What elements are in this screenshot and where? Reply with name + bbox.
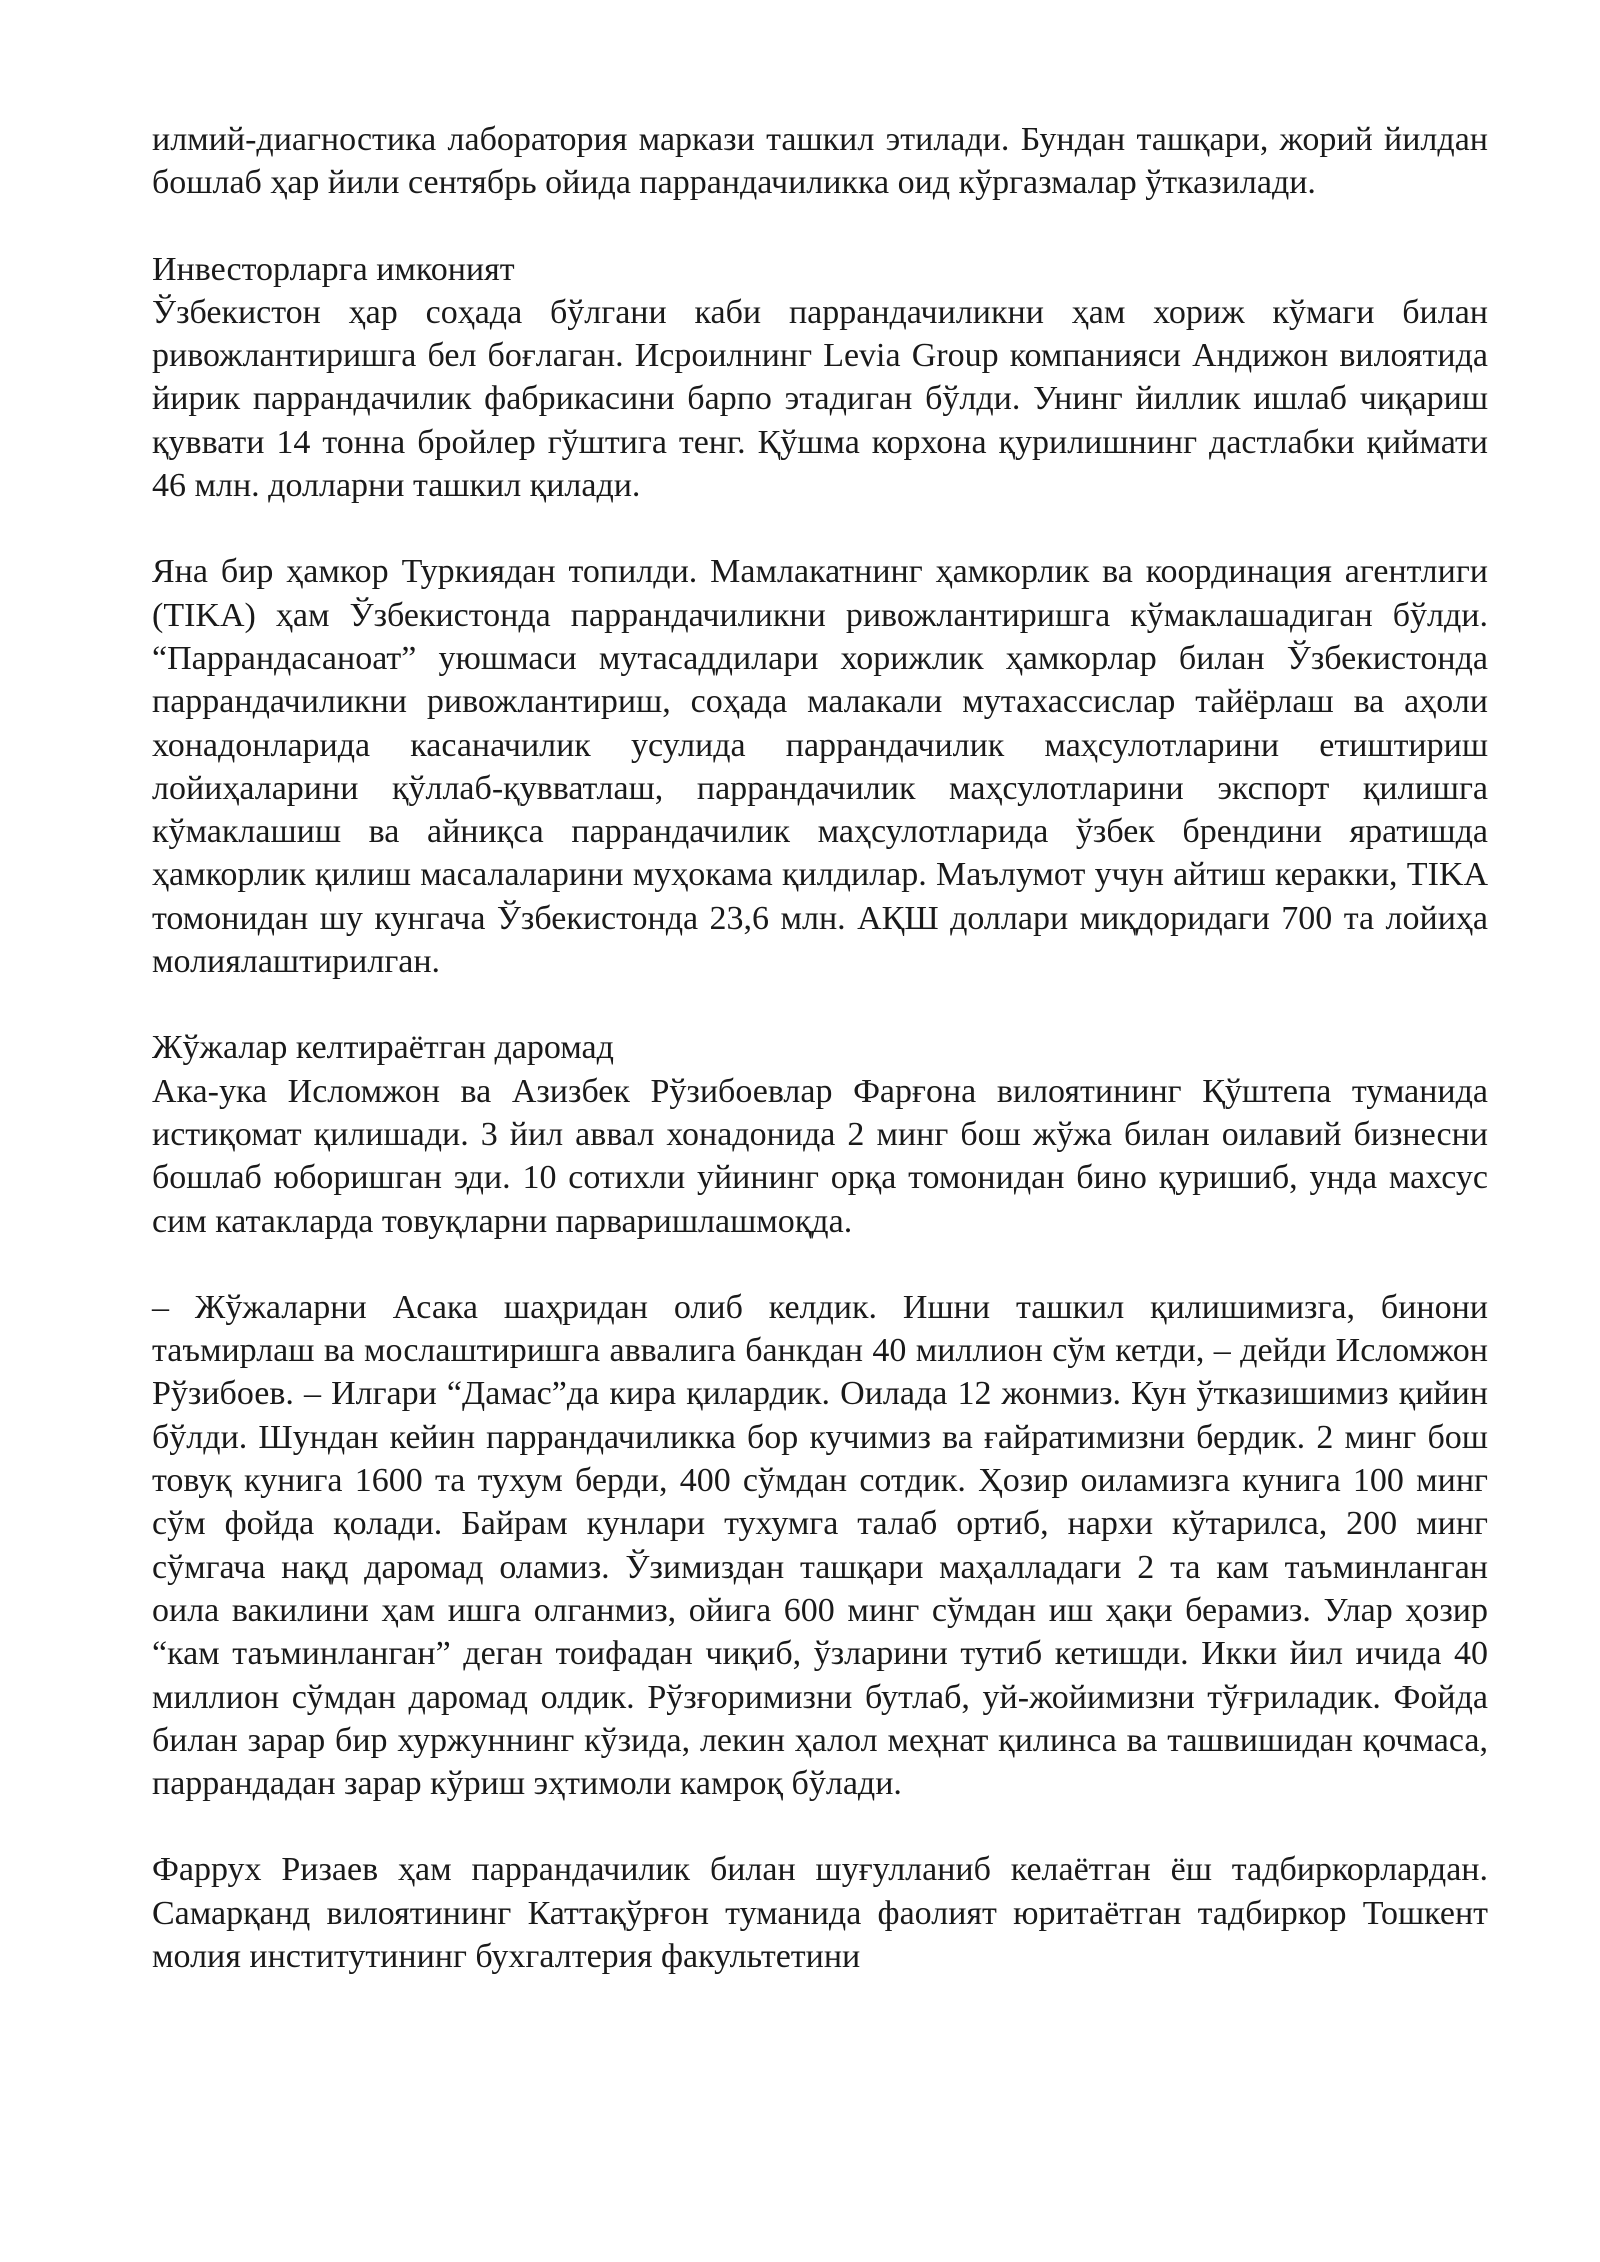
heading-chicks-income: Жўжалар келтираётган даромад — [152, 1029, 614, 1067]
paragraph-levia-group: Ўзбекистон ҳар соҳада бўлгани каби паррандачиликни ҳам хориж кўмаги билан ривожлантиришга бел боғлаган. Исроилнинг Levia Group компанияси Андижон вилоятида йирик паррандачилик фабрикасини барпо этадиган бўлди. Унинг йиллик ишлаб чиқариш қуввати 14 тонна бройлер гўштига тенг. Қўшма корхона қурилишнинг дастлабки қиймати 46 млн. долларни ташкил қилади. — [152, 293, 1488, 505]
paragraph-tika: Яна бир ҳамкор Туркиядан топилди. Мамлакатнинг ҳамкорлик ва координация агентлиги (TIKA) ҳам Ўзбекистонда паррандачиликни ривожлантиришга кўмаклашадиган бўлди. “Паррандасаноат” уюшмаси мутасаддилари хорижлик ҳамкорлар билан Ўзбекистонда паррандачиликни ривожлантириш, соҳада малакали мутахассислар тайёрлаш ва аҳоли хонадонларида касаначилик усулида паррандачилик маҳсулотларини етиштириш лойиҳаларини қўллаб-қувватлаш, паррандачилик маҳсулотларини экспорт қилишга кўмаклашиш ва айниқса паррандачилик маҳсулотларида ўзбек брендини яратишда ҳамкорлик қилиш масалаларини муҳокама қилдилар. Маълумот учун айтиш керакки, TIKA томонидан шу кунгача Ўзбекистонда 23,6 млн. АҚШ доллари миқдоридаги 700 та лойиҳа молиялаштирилган. — [152, 553, 1488, 981]
heading-investors: Инвесторларга имконият — [152, 250, 515, 288]
paragraph-quote: – Жўжаларни Асака шаҳридан олиб келдик. Ишни ташкил қилишимизга, бинони таъмирлаш ва мослаштиришга аввалига банкдан 40 миллион сўм кетди, – дейди Исломжон Рўзибоев. – Илгари “Дамас”да кира қилардик. Оилада 12 жонмиз. Кун ўтказишимиз қийин бўлди. Шундан кейин паррандачиликка бор кучимиз ва ғайратимизни бердик. 2 минг бош товуқ кунига 1600 та тухум берди, 400 сўмдан сотдик. Ҳозир оиламизга кунига 100 минг сўм фойда қолади. Байрам кунлари тухумга талаб ортиб, нархи кўтарилса, 200 минг сўмгача нақд даромад оламиз. Ўзимиздан ташқари маҳалладаги 2 та кам таъминланган оила вакилини ҳам ишга олганмиз, ойига 600 минг сўмдан иш ҳақи берамиз. Улар ҳозир “кам таъминланган” деган тоифадан чиқиб, ўзларини тутиб кетишди. Икки йил ичида 40 миллион сўмдан даромад олдик. Рўзғоримизни бутлаб, уй-жойимизни тўғриладик. Фойда билан зарар бир хуржуннинг кўзида, лекин ҳалол меҳнат қилинса ва ташвишидан қочмаса, паррандадан зарар кўриш эҳтимоли камроқ бўлади. — [152, 1288, 1488, 1803]
paragraph-farrukh-rizaev: Фаррух Ризаев ҳам паррандачилик билан шуғулланиб келаётган ёш тадбиркорлардан. Самарқанд вилоятининг Каттақўрғон туманида фаолият юритаётган тадбиркор Тошкент молия институтининг бухгалтерия факультетини — [152, 1851, 1488, 1975]
paragraph-ruzibaev-brothers: Ака-ука Исломжон ва Азизбек Рўзибоевлар Фарғона вилоятининг Қўштепа туманида истиқомат қилишади. 3 йил аввал хонадонида 2 минг бош жўжа билан оилавий бизнесни бошлаб юборишган эди. 10 сотихли уйининг орқа томонидан бино қуришиб, унда махсус сим катакларда товуқларни парваришлашмоқда. — [152, 1072, 1488, 1240]
document-page — [152, 118, 1488, 2021]
paragraph-intro: илмий-диагностика лаборатория маркази ташкил этилади. Бундан ташқари, жорий йилдан бошлаб ҳар йили сентябрь ойида паррандачиликка оид кўргазмалар ўтказилади. — [152, 121, 1488, 202]
